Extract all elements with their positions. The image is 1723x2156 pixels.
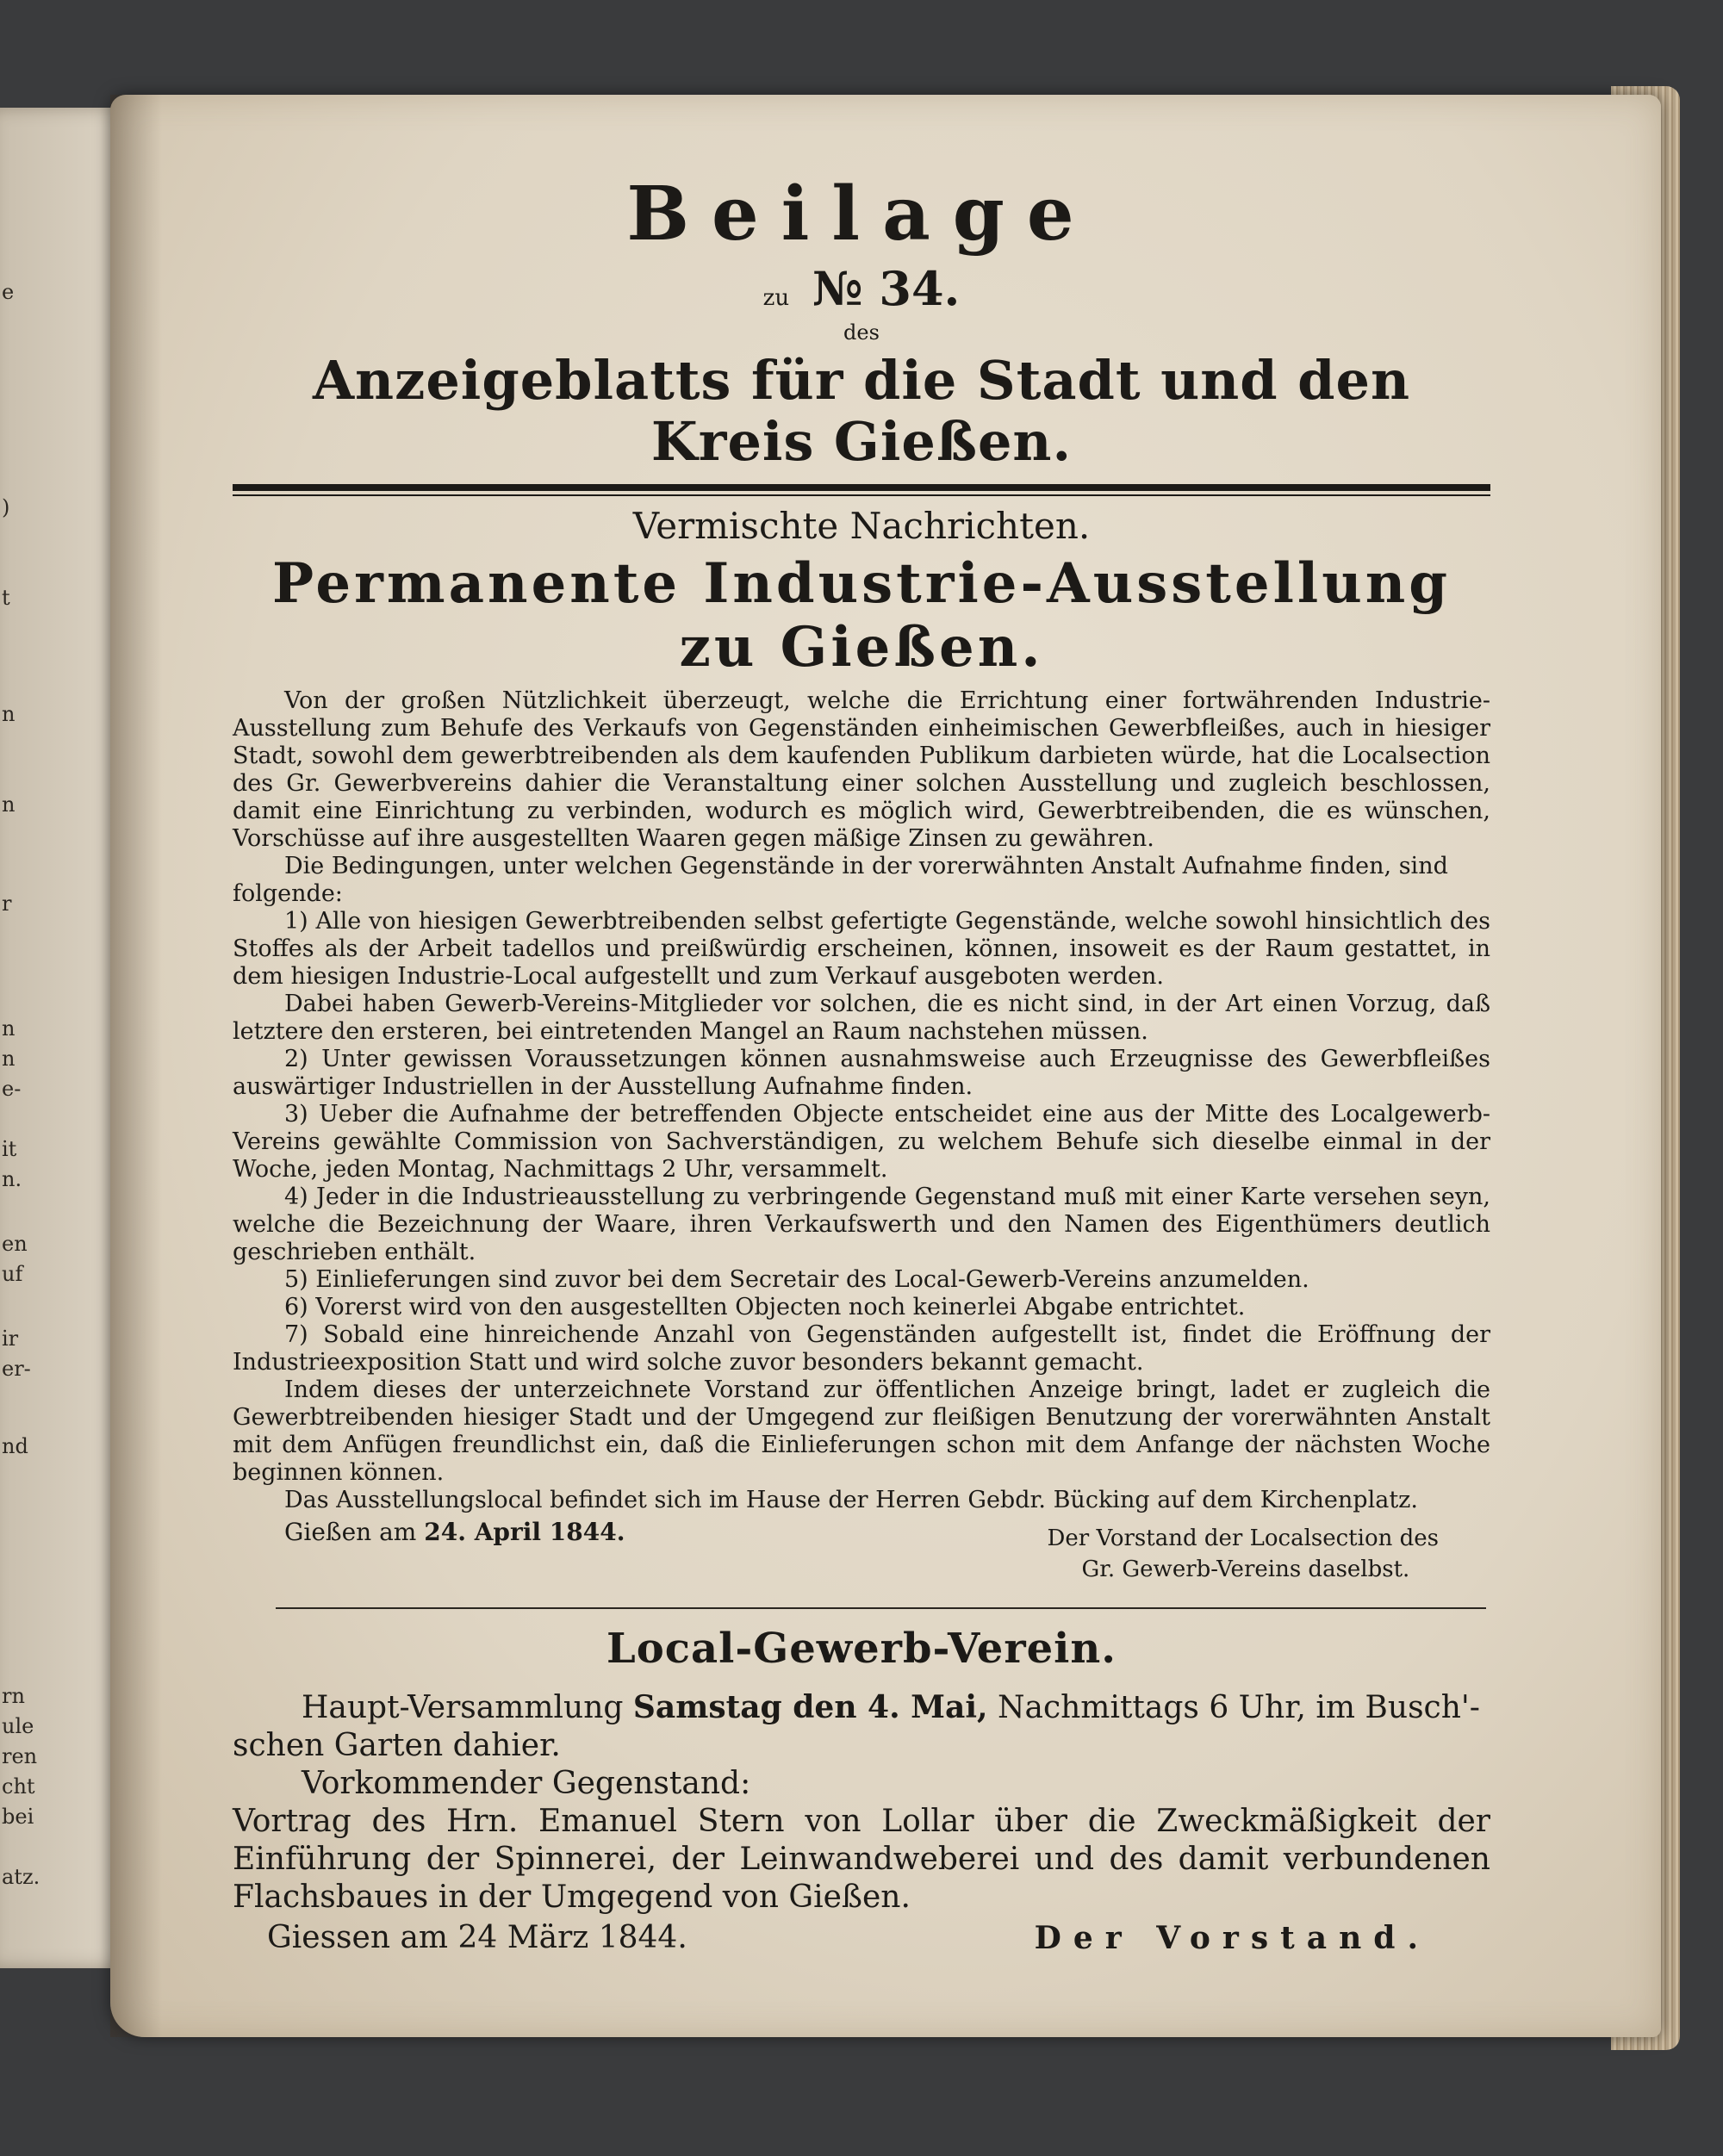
article-intro: Von der großen Nützlichkeit überzeugt, welche die Errichtung einer fortwährenden Industrie-Ausstellung zum Behufe des Verkaufs von Gegenständen einheimischen Gewerbfleißes, auch in hiesiger Stadt, sowohl dem gewerbtreibenden als dem kaufenden Publikum darbieten würde, hat die Localsection des Gr. Gewerbvereins dahier die Veranstaltung einer solchen Ausstellung und zugleich beschlossen, damit eine Einrichtung zu verbinden, wodurch es möglich wird, Gewerbtreibenden, die es wünschen, Vorschüsse auf ihre ausgestellten Waaren gegen mäßige Zinsen zu gewähren. bbox=[233, 687, 1490, 853]
left-page-fragment: nd bbox=[2, 1434, 28, 1458]
meeting-line bbox=[233, 1688, 1490, 1727]
dateline-place: Gießen am bbox=[284, 1518, 417, 1547]
supplement-title: Beilage bbox=[626, 171, 1097, 258]
signature-row bbox=[233, 1518, 1490, 1595]
issue-line bbox=[233, 261, 1490, 317]
issue-prefix: zu bbox=[762, 284, 790, 311]
conditions-lead: folgende: bbox=[233, 880, 343, 908]
left-page-fragment: e- bbox=[2, 1077, 22, 1101]
dateline bbox=[284, 1518, 625, 1546]
left-page-fragment: en bbox=[2, 1232, 28, 1256]
closing-paragraph: Indem dieses der unterzeichnete Vorstand zur öffentlichen Anzeige bringt, ladet er zugleich die Gewerbtreibenden hiesiger Stadt und der Umgegend zur fleißigen Benutzung der vorerwähnten Anstalt mit dem Anfügen freundlichst ein, daß die Einlieferungen schon mit dem Anfange der nächsten Woche beginnen können. bbox=[233, 1376, 1490, 1487]
section-title: Local-Gewerb-Verein. bbox=[606, 1625, 1117, 1674]
left-page-fragment: ) bbox=[2, 495, 10, 519]
left-page-fragment: t bbox=[2, 586, 10, 610]
left-page-fragment: ren bbox=[2, 1744, 38, 1768]
issue-number: № 34. bbox=[812, 260, 961, 316]
condition-item: 2) Unter gewissen Voraussetzungen können ausnahmsweise auch Erzeugnisse des Gewerbfleißes auswärtiger Industriellen in der Ausstellung Aufnahme finden. bbox=[233, 1046, 1490, 1101]
left-page-fragment: ule bbox=[2, 1714, 34, 1738]
left-page-fragment: cht bbox=[2, 1774, 35, 1799]
left-page-fragment: n. bbox=[2, 1167, 22, 1191]
page-content bbox=[233, 172, 1490, 1968]
lecture-text: Vortrag des Hrn. Emanuel Stern von Lollar über die Zweckmäßigkeit der Einführung der Spinnerei, der Leinwandweberei und des damit verbundenen Flachsbaues in der Umgegend von Gießen. bbox=[233, 1804, 1490, 1916]
header-rule-thick bbox=[233, 484, 1490, 491]
left-page-fragment: n bbox=[2, 1016, 16, 1041]
notice-footer bbox=[233, 1920, 1490, 1968]
left-page-fragment: ir bbox=[2, 1327, 19, 1351]
section-divider bbox=[276, 1607, 1486, 1609]
dateline-date: 24. April 1844. bbox=[424, 1518, 625, 1547]
left-page-fragment: it bbox=[2, 1137, 17, 1161]
topic-label: Vorkommender Gegenstand: bbox=[302, 1766, 751, 1802]
article-headline: Permanente Industrie-Ausstellung zu Gießen. bbox=[272, 551, 1451, 680]
left-page-fragment: e bbox=[2, 280, 15, 304]
meeting-time-place: Nachmittags 6 Uhr, im Busch'- bbox=[998, 1690, 1480, 1726]
article-local-gewerb-verein bbox=[233, 1625, 1490, 1968]
masthead: Anzeigeblatts für die Stadt und den Kreis Gießen. bbox=[312, 348, 1411, 473]
notice-signature: Der Vorstand. bbox=[1034, 1920, 1430, 1957]
conditions-intro: Die Bedingungen, unter welchen Gegenstände in der vorerwähnten Anstalt Aufnahme finden, sind bbox=[284, 853, 1448, 880]
signature-line: Der Vorstand der Localsection des bbox=[1047, 1525, 1439, 1552]
condition-item: 6) Vorerst wird von den ausgestellten Objecten noch keinerlei Abgabe entrichtet. bbox=[284, 1294, 1246, 1321]
left-page-fragment: r bbox=[2, 892, 12, 916]
condition-item: Dabei haben Gewerb-Vereins-Mitglieder vor solchen, die es nicht sind, in der Art einen Vorzug, daß letztere den ersteren, bei eintretenden Mangel an Raum nachstehen müssen. bbox=[233, 991, 1490, 1046]
condition-item: 5) Einlieferungen sind zuvor bei dem Secretair des Local-Gewerb-Vereins anzumelden. bbox=[284, 1266, 1309, 1294]
meeting-date: Samstag den 4. Mai, bbox=[632, 1689, 988, 1726]
left-page-fragment: uf bbox=[2, 1262, 23, 1286]
left-page-fragment: n bbox=[2, 1047, 16, 1071]
meeting-place: schen Garten dahier. bbox=[233, 1728, 561, 1764]
left-page-fragment: n bbox=[2, 702, 16, 726]
section-heading: Vermischte Nachrichten. bbox=[632, 505, 1091, 548]
des-word: des bbox=[843, 320, 880, 345]
condition-item: 7) Sobald eine hinreichende Anzahl von Gegenständen aufgestellt ist, findet die Eröffnung der Industrieexposition Statt und wird solche zuvor besonders bekannt gemacht. bbox=[233, 1321, 1490, 1376]
location-paragraph: Das Ausstellungslocal befindet sich im Hause der Herren Gebdr. Bücking auf dem Kirchenplatz. bbox=[284, 1487, 1418, 1514]
notice-date: Giessen am 24 März 1844. bbox=[267, 1920, 687, 1956]
left-page-fragment: bei bbox=[2, 1805, 34, 1829]
left-page-fragment: rn bbox=[2, 1684, 25, 1708]
condition-item: 4) Jeder in die Industrieausstellung zu verbringende Gegenstand muß mit einer Karte versehen seyn, welche die Bezeichnung der Waare, ihren Verkaufswerth und den Namen des Eigenthümers deutlich geschrieben enthält. bbox=[233, 1184, 1490, 1266]
article-industrie-ausstellung bbox=[233, 505, 1490, 1595]
meeting-type: Haupt-Versammlung bbox=[302, 1690, 624, 1726]
left-page-fragment: atz. bbox=[2, 1865, 40, 1889]
left-page-fragment: er- bbox=[2, 1357, 31, 1381]
spine-shadow bbox=[110, 95, 162, 2037]
header-rule-thin bbox=[233, 494, 1490, 496]
header bbox=[233, 172, 1490, 472]
signature-block bbox=[1048, 1523, 1439, 1585]
signature-line: Gr. Gewerb-Vereins daselbst. bbox=[1081, 1556, 1410, 1583]
condition-item: 1) Alle von hiesigen Gewerbtreibenden selbst gefertigte Gegenstände, welche sowohl hinsichtlich des Stoffes als der Arbeit tadellos und preißwürdig erscheinen, können, insoweit es der Raum gestattet, in dem hiesigen Industrie-Local aufgestellt und zum Verkauf ausgeboten werden. bbox=[233, 908, 1490, 991]
left-page-fragment: n bbox=[2, 792, 16, 817]
condition-item: 3) Ueber die Aufnahme der betreffenden Objecte entscheidet eine aus der Mitte des Localgewerb-Vereins gewählte Commission von Sachverständigen, zu welchem Behufe sich dieselbe einmal in der Woche, jeden Montag, Nachmittags 2 Uhr, versammelt. bbox=[233, 1101, 1490, 1184]
